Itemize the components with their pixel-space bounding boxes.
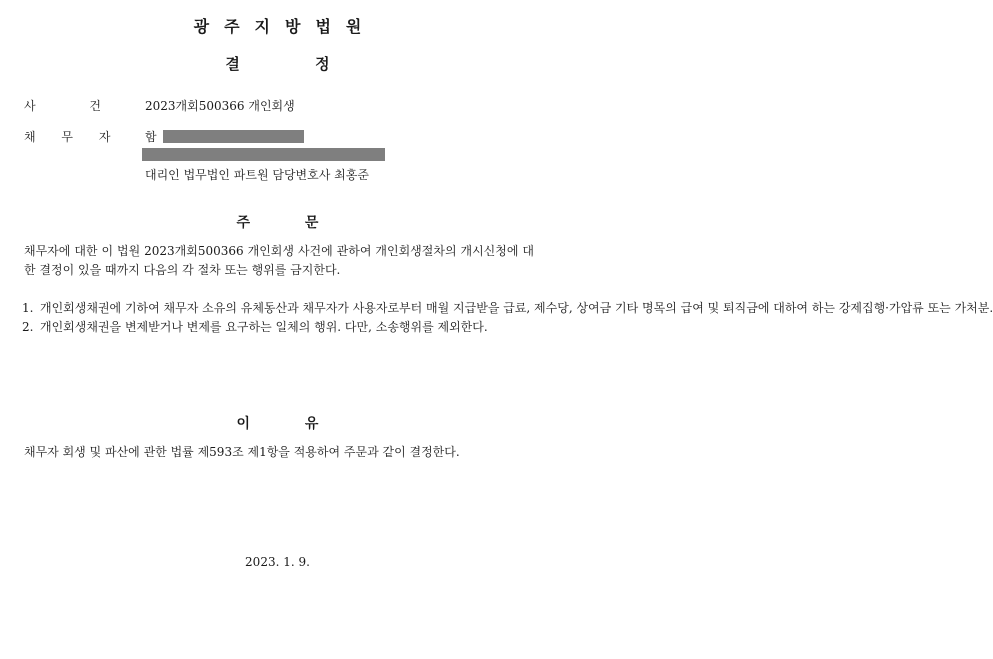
case-label: 사 건 xyxy=(24,99,103,113)
list-item xyxy=(22,318,532,337)
debtor-name-redaction xyxy=(163,130,304,143)
document-title: 결 정 xyxy=(225,55,330,73)
court-name: 광주지방법원 xyxy=(193,17,377,36)
order-list xyxy=(22,299,993,337)
list-item-number: 2. xyxy=(22,320,34,334)
list-item-text: 개인회생채권에 기하여 채무자 소유의 유체동산과 채무자가 사용자로부터 매월 지급받을 급료, 제수당, 상여금 기타 명목의 급여 및 퇴직금에 대하여 하는 강제집행·가압류 또는 가처분. xyxy=(40,301,993,315)
reason-heading: 이 유 xyxy=(236,416,319,432)
order-heading: 주 문 xyxy=(236,215,319,231)
list-item-text: 개인회생채권을 변제받거나 변제를 요구하는 일체의 행위. 다만, 소송행위를 제외한다. xyxy=(40,320,488,334)
order-intro: 채무자에 대한 이 법원 2023개회500366 개인회생 사건에 관하여 개인회생절차의 개시신청에 대한 결정이 있을 때까지 다음의 각 절차 또는 행위를 금지한다. xyxy=(24,244,534,277)
list-item xyxy=(22,299,993,318)
debtor-address-redaction xyxy=(142,148,385,161)
attorney-line: 대리인 법무법인 파트원 담당변호사 최홍준 xyxy=(145,168,369,182)
reason-text: 채무자 회생 및 파산에 관한 법률 제593조 제1항을 적용하여 주문과 같이 결정한다. xyxy=(24,445,460,459)
debtor-label: 채 무 자 xyxy=(24,130,113,144)
list-item-number: 1. xyxy=(22,301,34,315)
debtor-name: 함 xyxy=(145,130,157,144)
decision-date: 2023. 1. 9. xyxy=(245,555,310,569)
case-number: 2023개회500366 개인회생 xyxy=(145,99,295,113)
